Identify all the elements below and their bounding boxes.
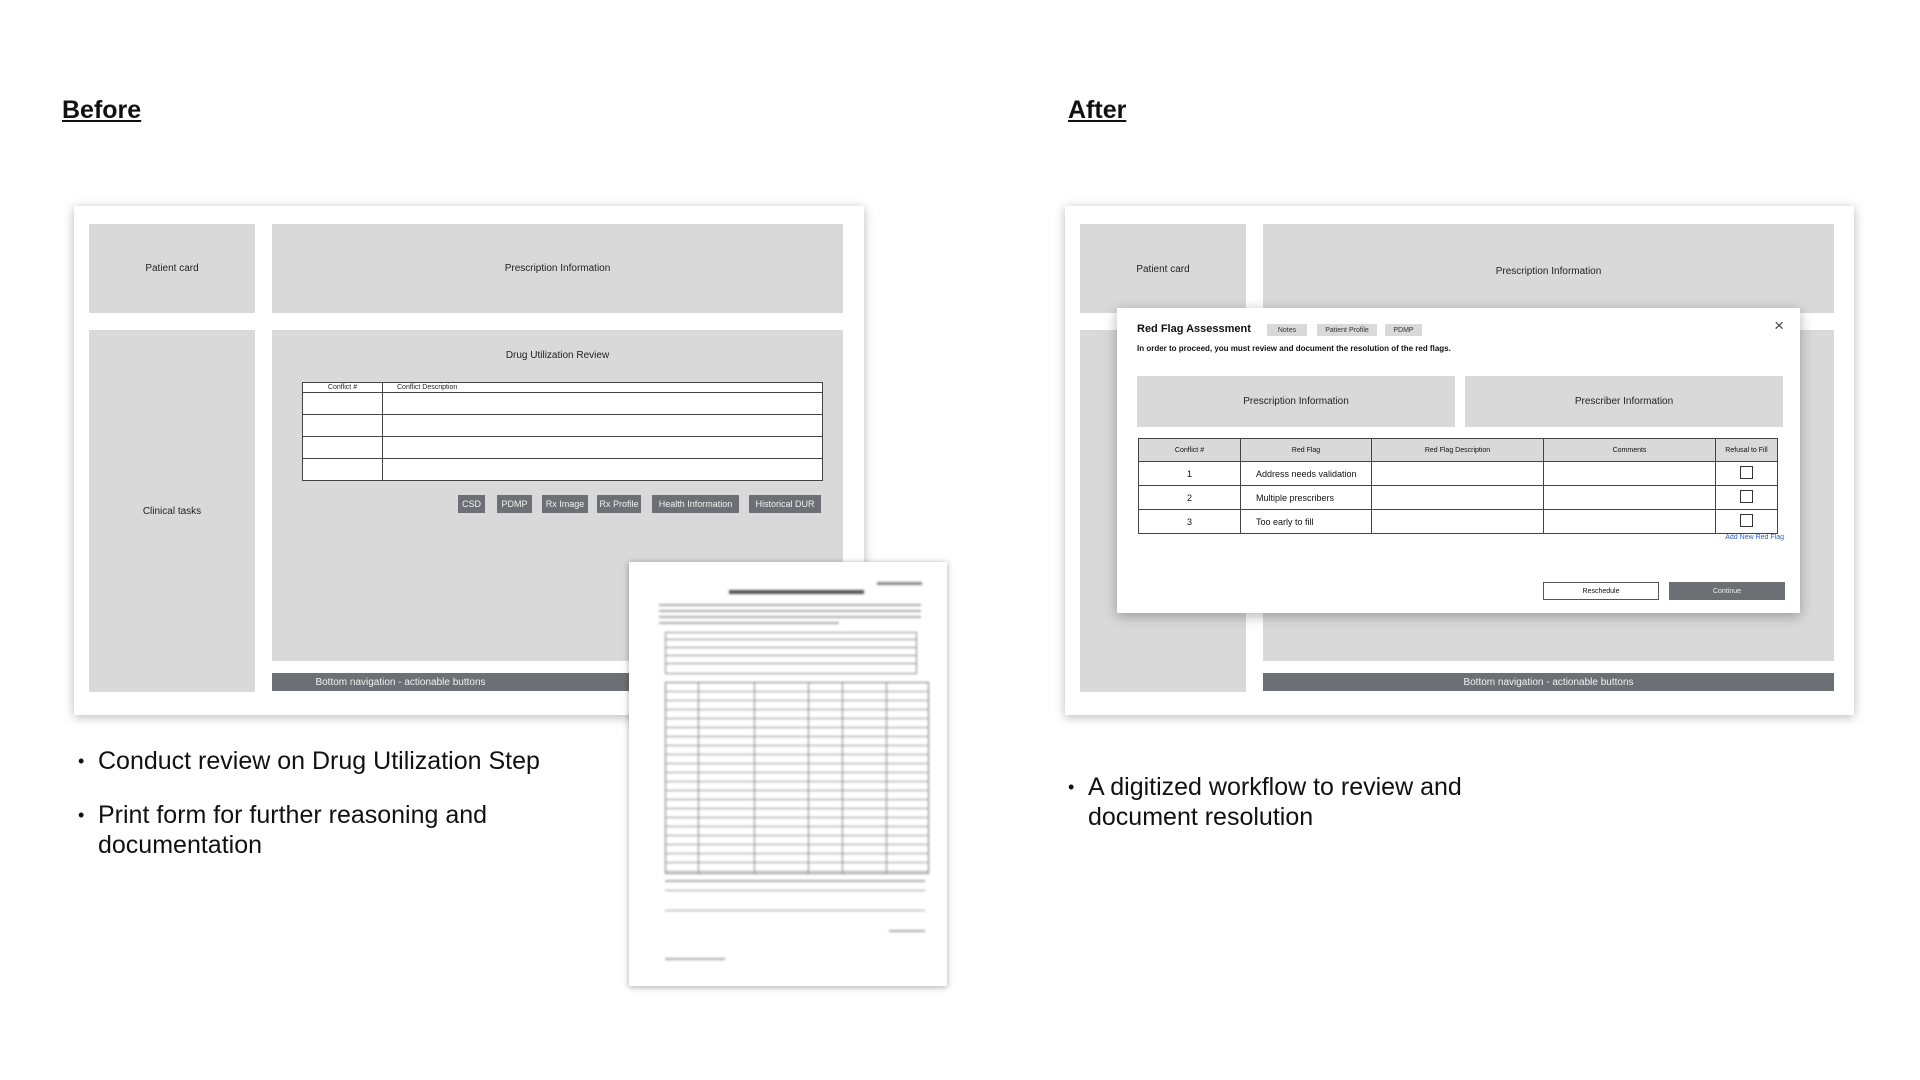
list-item: • Print form for further reasoning and documentation [78,801,488,859]
reschedule-button[interactable]: Reschedule [1543,582,1659,600]
historical-dur-button[interactable]: Historical DUR [749,495,821,513]
patient-card [1080,224,1246,313]
red-flag: Address needs validation [1241,462,1372,486]
tab-pdmp[interactable]: PDMP [1385,324,1422,336]
tab-patient-profile[interactable]: Patient Profile [1317,324,1377,336]
patient-card [89,224,255,313]
panel-label: Prescription Information [1243,396,1349,407]
red-flag-table [1138,438,1778,534]
table-row [303,437,823,459]
description-cell[interactable] [1372,510,1544,534]
before-bullets [78,746,598,884]
bottom-navigation-label: Bottom navigation - actionable buttons [1463,676,1634,688]
rx-image-button[interactable]: Rx Image [542,495,588,513]
comments-cell[interactable] [1544,486,1716,510]
bottom-navigation-label: Bottom navigation - actionable buttons [315,676,486,688]
clinical-tasks [89,330,255,692]
description-cell[interactable] [1372,486,1544,510]
description-cell[interactable] [1372,462,1544,486]
modal-instruction: In order to proceed, you must review and document the resolution of the red flags. [1137,344,1451,353]
red-flag: Too early to fill [1241,510,1372,534]
add-new-red-flag-link[interactable]: Add New Red Flag [1725,534,1784,541]
conflict-desc-header: Conflict Description [383,383,823,393]
comments-cell[interactable] [1544,462,1716,486]
red-flag-header: Red Flag [1241,439,1372,462]
refusal-to-fill-header: Refusal to Fill [1716,439,1778,462]
list-item: • A digitized workflow to review and document resolution [1068,773,1462,831]
printed-form-image [629,562,947,986]
table-row [303,415,823,437]
bullet-text: Conduct review on Drug Utilization Step [98,747,540,775]
list-item: • Conduct review on Drug Utilization Step [78,747,540,775]
red-flag-description-header: Red Flag Description [1372,439,1544,462]
close-icon[interactable]: × [1774,316,1784,335]
table-row [1139,462,1778,486]
rx-profile-button[interactable]: Rx Profile [597,495,641,513]
prescription-info [1263,224,1834,313]
dur-title: Drug Utilization Review [505,350,610,361]
prescription-info-label: Prescription Information [1495,266,1602,277]
csd-button[interactable]: CSD [458,495,485,513]
comments-header: Comments [1544,439,1716,462]
refusal-checkbox[interactable] [1740,466,1753,479]
table-row [1139,486,1778,510]
conflict-num-header: Conflict # [303,383,383,393]
red-flag-modal [1117,308,1800,613]
conflict-num-header: Conflict # [1139,439,1241,462]
patient-card-label: Patient card [1136,264,1190,275]
clinical-tasks-label: Clinical tasks [142,505,202,517]
refusal-checkbox[interactable] [1740,514,1753,527]
conflict-num: 1 [1139,462,1241,486]
modal-title: Red Flag Assessment [1137,323,1251,335]
patient-card-label: Patient card [145,263,199,274]
prescription-info-panel [1137,376,1455,427]
refusal-checkbox[interactable] [1740,490,1753,503]
tab-notes[interactable]: Notes [1267,324,1307,336]
after-bullets [1068,772,1488,856]
comments-cell[interactable] [1544,510,1716,534]
table-row [1139,510,1778,534]
prescription-info [272,224,843,313]
table-row [303,393,823,415]
table-row [303,459,823,481]
conflict-num: 3 [1139,510,1241,534]
pdmp-button[interactable]: PDMP [497,495,532,513]
after-heading: After [1068,96,1127,124]
red-flag: Multiple prescribers [1241,486,1372,510]
bullet-text: A digitized workflow to review and document resolution [1088,773,1462,831]
prescription-info-label: Prescription Information [504,263,611,274]
bottom-navigation[interactable] [1263,673,1834,691]
continue-button[interactable]: Continue [1669,582,1785,600]
conflict-num: 2 [1139,486,1241,510]
health-information-button[interactable]: Health Information [652,495,739,513]
before-heading: Before [62,96,142,124]
panel-label: Prescriber Information [1574,396,1674,407]
conflict-table [302,382,823,481]
prescriber-info-panel [1465,376,1783,427]
bullet-text: Print form for further reasoning and documentation [98,801,488,859]
